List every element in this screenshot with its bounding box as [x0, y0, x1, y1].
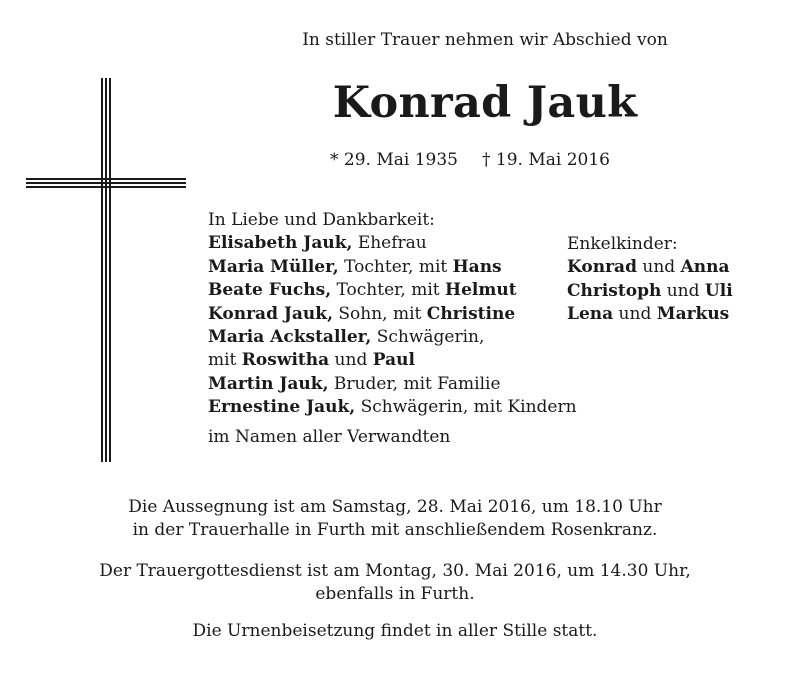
- mourners-closing: im Namen aller Verwandten: [208, 426, 451, 447]
- deceased-name: Konrad Jauk: [332, 78, 638, 128]
- list-item: mit Roswitha und Paul: [208, 350, 415, 371]
- list-item: Konrad und Anna: [567, 257, 730, 278]
- list-item: Lena und Markus: [567, 304, 730, 325]
- mass-info: Der Trauergottesdienst ist am Montag, 30. Mai 2016, um 14.30 Uhr, ebenfalls in Furth.: [99, 561, 691, 605]
- list-item: Maria Ackstaller, Schwägerin,: [208, 327, 485, 348]
- blessing-info: Die Aussegnung ist am Samstag, 28. Mai 2016, um 18.10 Uhr in der Trauerhalle in Furth mit anschließendem Rosenkranz.: [128, 497, 662, 541]
- list-item: Konrad Jauk, Sohn, mit Christine: [208, 303, 516, 324]
- death-date: † 19. Mai 2016: [482, 150, 610, 170]
- list-item: Christoph und Uli: [567, 280, 733, 301]
- list-item: Martin Jauk, Bruder, mit Familie: [208, 373, 501, 394]
- list-item: Maria Müller, Tochter, mit Hans: [208, 256, 502, 277]
- intro-text: In stiller Trauer nehmen wir Abschied von: [302, 30, 668, 50]
- birth-date: * 29. Mai 1935: [330, 150, 458, 170]
- list-item: Beate Fuchs, Tochter, mit Helmut: [208, 280, 517, 301]
- mourners-heading: In Liebe und Dankbarkeit:: [208, 210, 435, 230]
- list-item: Ernestine Jauk, Schwägerin, mit Kindern: [208, 397, 577, 418]
- grandchildren-heading: Enkelkinder:: [567, 234, 678, 254]
- mourners-list: [208, 209, 577, 449]
- urn-info: Die Urnenbeisetzung findet in aller Stille statt.: [192, 621, 598, 641]
- cross-icon: [26, 78, 186, 462]
- grandchildren-list: [567, 233, 733, 327]
- list-item: Elisabeth Jauk, Ehefrau: [208, 233, 427, 254]
